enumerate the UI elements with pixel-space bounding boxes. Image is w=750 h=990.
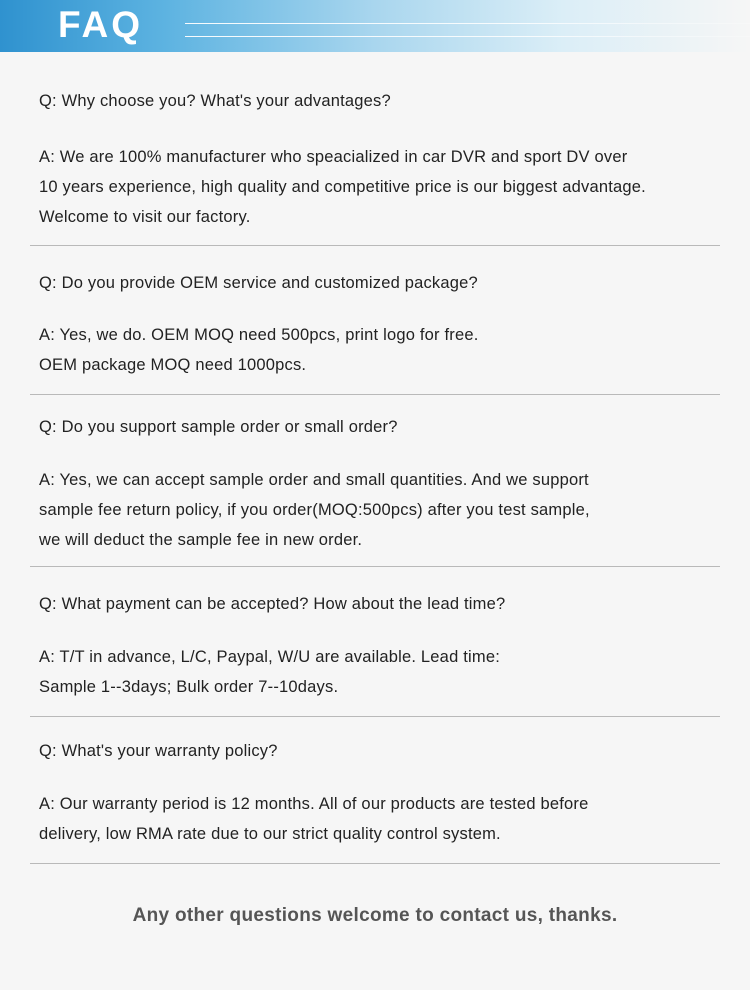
divider [30,716,720,717]
faq-answer-line: A: T/T in advance, L/C, Paypal, W/U are available. Lead time: [39,648,500,666]
faq-answer-line: OEM package MOQ need 1000pcs. [39,356,307,374]
faq-title: FAQ [58,4,144,45]
faq-question: Q: Do you support sample order or small order? [39,418,398,436]
faq-answer-line: Sample 1--3days; Bulk order 7--10days. [39,678,339,696]
faq-question: Q: Why choose you? What's your advantages? [39,92,391,110]
faq-item-oem [39,268,729,380]
faq-item-warranty [39,736,729,849]
banner-line [185,23,750,24]
faq-banner [0,0,750,52]
banner-line [185,36,750,37]
faq-answer-line: delivery, low RMA rate due to our strict quality control system. [39,825,501,843]
faq-answer-line: A: We are 100% manufacturer who speacialized in car DVR and sport DV over [39,148,628,166]
faq-item-payment [39,589,729,702]
banner-decorative-lines [185,22,750,38]
faq-answer-line: we will deduct the sample fee in new order. [39,531,363,549]
divider [30,394,720,395]
faq-question: Q: What payment can be accepted? How about the lead time? [39,595,506,613]
faq-question: Q: What's your warranty policy? [39,742,278,760]
faq-answer-line: Welcome to visit our factory. [39,208,251,226]
faq-answer-line: sample fee return policy, if you order(MOQ:500pcs) after you test sample, [39,501,590,519]
faq-answer-line: A: Yes, we can accept sample order and small quantities. And we support [39,471,589,489]
faq-answer-line: A: Yes, we do. OEM MOQ need 500pcs, print logo for free. [39,326,479,344]
faq-answer-line: A: Our warranty period is 12 months. All of our products are tested before [39,795,589,813]
faq-item-sample-order [39,412,729,555]
divider [30,863,720,864]
faq-answer-line: 10 years experience, high quality and competitive price is our biggest advantage. [39,178,646,196]
faq-item-advantages [39,86,729,232]
divider [30,245,720,246]
closing-message: Any other questions welcome to contact us, thanks. [132,905,618,926]
divider [30,566,720,567]
faq-question: Q: Do you provide OEM service and customized package? [39,274,478,292]
